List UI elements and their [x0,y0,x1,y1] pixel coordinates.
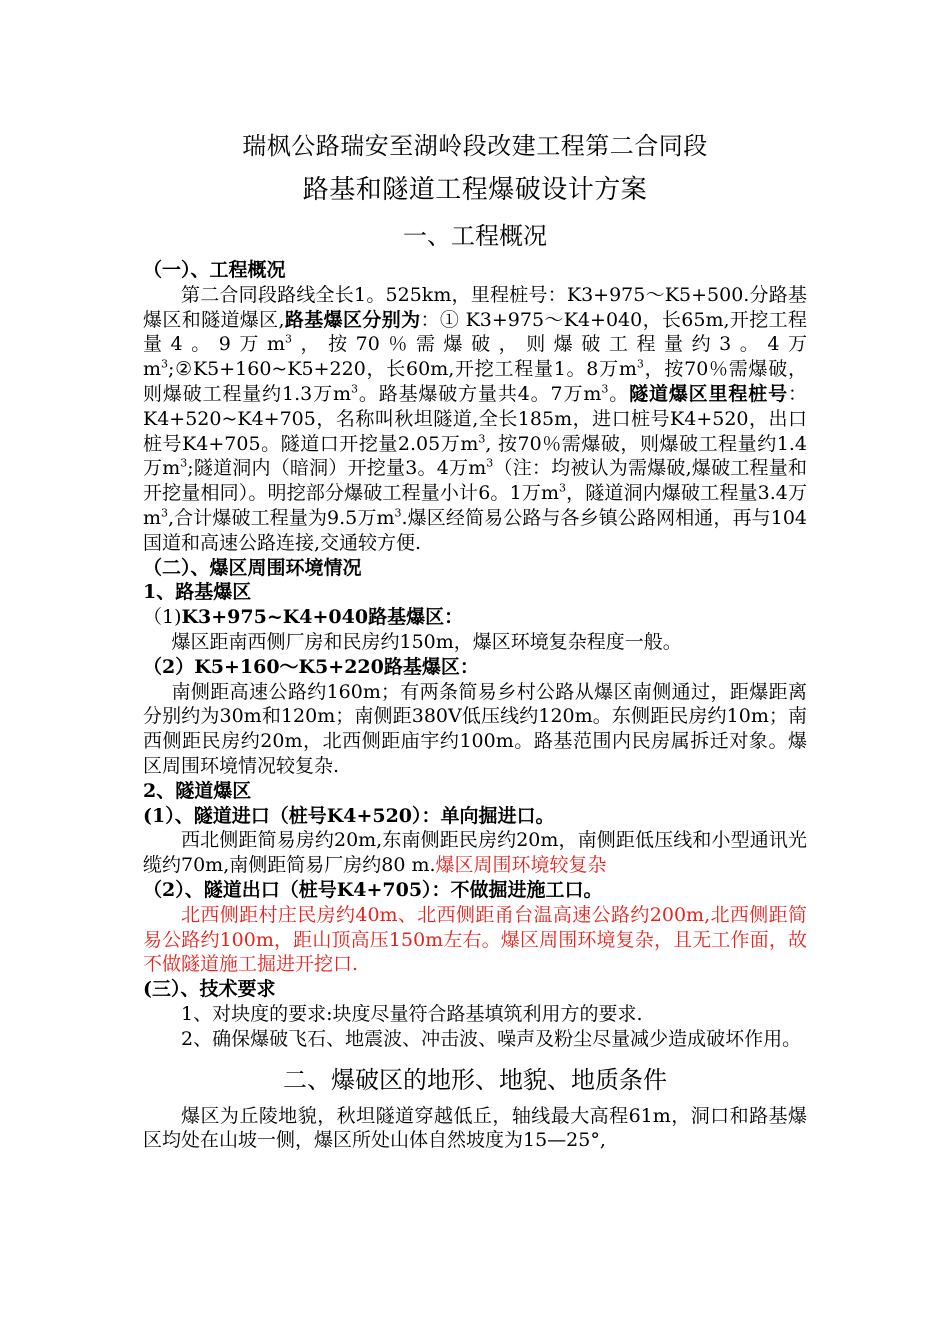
p1-sup: 3 [161,357,169,371]
p1-text-e: ;②K5+160~K5+220，长60m,开挖工程量1。8万m [168,358,637,381]
p1-sup: 3 [478,432,486,446]
p1-sup: 3 [350,382,358,396]
p1-text-c: ：① K3+975～K4+040，长65m,开挖工程量4。9万m [143,308,807,356]
p1-sup: 3 [636,357,644,371]
paragraph-tunnel-exit: 北西侧距村庄民房约40m、北西侧距甬台温高速公路约200m,北西侧距简易公路约100m，距山顶高压150m左右。爆区周围环境复杂，且无工作面，故不做隧道施工掘进开挖口. [143,903,807,976]
p1-text-l: ;隧道洞内（暗洞）开挖量3。4万m [187,457,487,480]
subsection2-1-2-heading: （2）K5+160～K5+220路基爆区： [143,655,479,678]
p1-bold-tunnel-zone: 隧道爆区里程桩号 [629,382,788,405]
p1-sup: 3 [285,333,292,347]
sub2-1-1-prefix: （1) [143,606,182,629]
p1-text-h: 。 [608,382,630,405]
p4-red-text: 爆区周围环境较复杂 [435,854,607,877]
document-title-line2: 路基和隧道工程爆破设计方案 [302,175,648,205]
p1-sup: 3 [394,506,402,520]
subsection2-1-heading: 1、路基爆区 [143,581,252,604]
p1-sup: 3 [558,481,566,495]
subsection2-2-heading: 2、隧道爆区 [143,779,252,802]
subsection2-1-1-heading [143,605,807,630]
subsection3-heading: (三）、技术要求 [143,978,276,1001]
p1-text-m: （注：均被认为需爆破,爆破工程量和开挖量相同）。明挖部分爆破工程量小计6。1万m [143,457,807,505]
paragraph-tech-req-1: 1、对块度的要求:块度尽量符合路基填筑利用方的要求. [181,1002,643,1025]
p1-sup: 3 [180,457,188,471]
p1-text-n: ，隧道洞内爆破工程量3.4万m [143,482,807,529]
paragraph-roadbed-zone-1: 爆区距南西侧厂房和民房约150m，爆区环境复杂程度一般。 [171,630,682,653]
p1-sup: 3 [486,457,494,471]
paragraph-tech-req-2: 2、确保爆破飞石、地震波、冲击波、噪声及粉尘尽量减少造成破坏作用。 [181,1027,802,1050]
p1-sup: 3 [161,506,169,520]
paragraph-roadbed-zone-2: 南侧距高速公路约160m；有两条简易乡村公路从爆区南侧通过，距爆距离分别约为30m和120m；南侧距380V低压线约120m。东侧距民房约10m；南西侧距民房约20m，北西侧距庙宇约100m。路基范围内民房属拆迁对象。爆区周围环境情况较复杂. [143,680,807,777]
section2-heading: 二、爆破区的地形、地貌、地质条件 [283,1065,667,1094]
p1-text-j: ：K4+520~K4+705，名称叫秋坦隧道,全长185m，进口桩号K4+520，出口桩号K4+705。隧道口开挖量2.05万m [143,382,807,455]
subsection2-heading: （二）、爆区周围环境情况 [143,556,362,579]
p4-text: 西北侧距简易房约20m,东南侧距民房约20m，南侧距低压线和小型通讯光缆约70m,南侧距简易厂房约80 m. [143,829,807,877]
p1-text-o: ,合计爆破工程量为9.5万m [168,506,395,529]
paragraph-terrain: 爆区为丘陵地貌，秋坦隧道穿越低丘，轴线最大高程61m，洞口和路基爆区均处在山坡一侧，爆区所处山体自然坡度为15—25°, [143,1104,807,1152]
document-title-line1: 瑞枫公路瑞安至湖岭段改建工程第二合同段 [242,132,708,160]
p1-text-d: ，按70％需爆破，则爆破工程量约3。4万m [143,333,807,381]
subsection2-2-1-heading: (1）、隧道进口（桩号K4+520）：单向掘进口。 [143,804,555,827]
p1-bold-roadbed-zones: 路基爆区分别为 [284,308,421,331]
p1-text-k: , 按70％需爆破，则爆破工程量约1.4万m [143,432,807,480]
sub2-1-1-bold: K3+975~K4+040路基爆区： [181,606,464,629]
p1-text-a: 第二合同段路线全长1。525km，里程桩号：K3+975～K5+500.分路基爆区和隧道爆区, [143,283,807,331]
subsection1-heading: （一）、工程概况 [143,259,286,281]
document-page [143,128,807,1153]
p1-text-p: .爆区经简易公路与各乡镇公路网相通，再与104国道和高速公路连接,交通较方便. [143,506,807,554]
section1-heading: 一、工程概况 [403,222,547,250]
p1-text-g: 。路基爆破方量共4。7万m [357,382,602,405]
paragraph-project-overview [143,283,807,556]
paragraph-tunnel-entrance [143,828,807,878]
subsection2-2-2-heading: （2）、隧道出口（桩号K4+705）：不做掘进施工口。 [143,878,603,901]
p1-sup: 3 [601,382,609,396]
p1-text-f: ，按70％需爆破，则爆破工程量约1.3万m [143,358,808,405]
